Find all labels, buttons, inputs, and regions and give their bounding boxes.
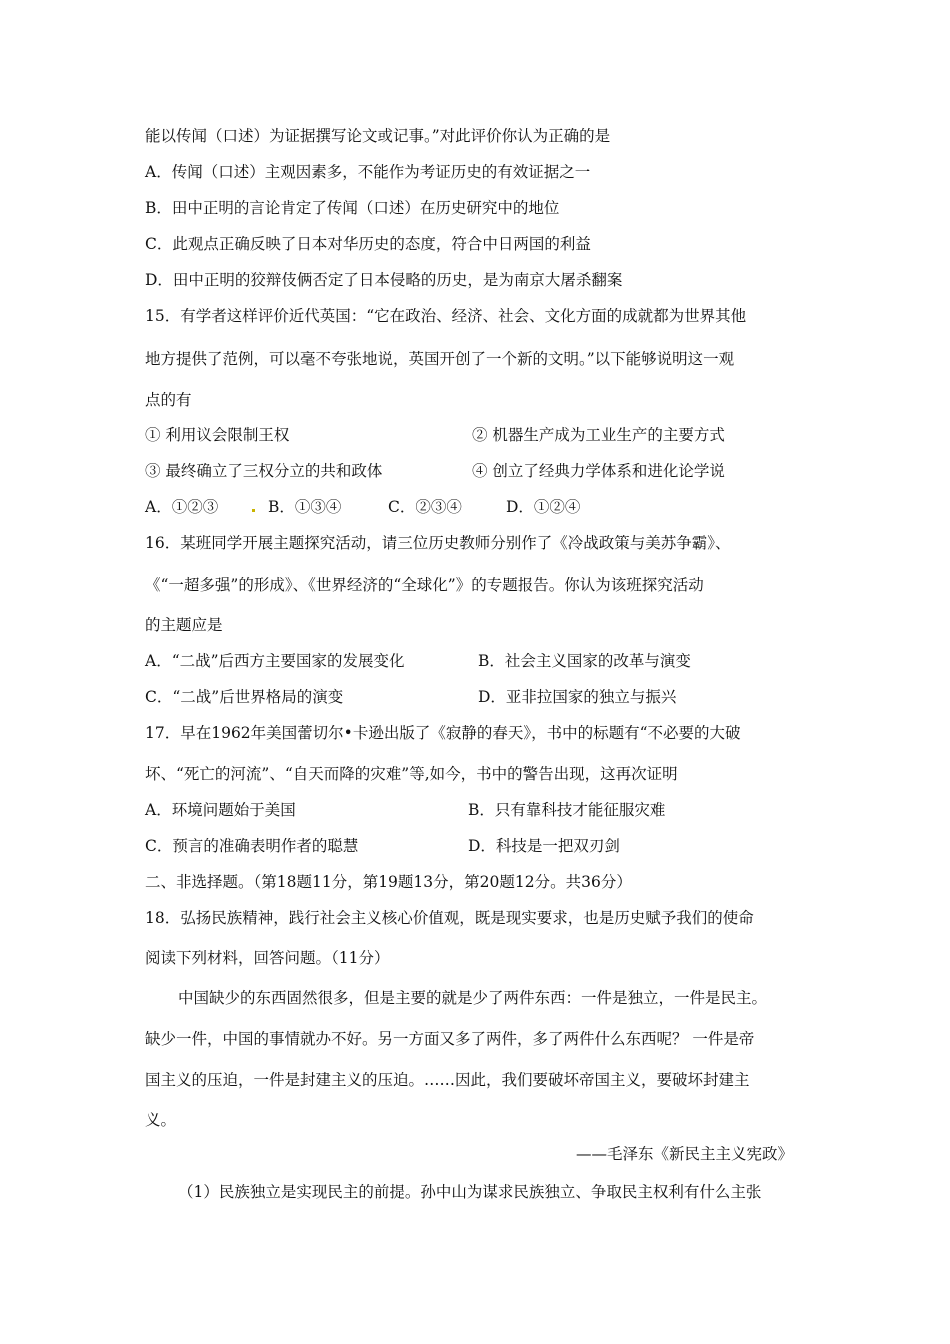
q16-option-d: D．亚非拉国家的独立与振兴 xyxy=(478,688,677,706)
q18-material-line-4: 义。 xyxy=(145,1111,177,1129)
q15-item-3: ③ 最终确立了三权分立的共和政体 xyxy=(145,462,383,480)
q15-item-2: ② 机器生产成为工业生产的主要方式 xyxy=(472,426,725,444)
q14-option-b: B．田中正明的言论肯定了传闻（口述）在历史研究中的地位 xyxy=(145,199,560,217)
q16-option-b: B．社会主义国家的改革与演变 xyxy=(478,652,691,670)
stray-mark xyxy=(252,509,255,512)
section-heading: 二、非选择题。（第18题11分，第19题13分，第20题12分。共36分） xyxy=(145,873,632,891)
q16-stem-line-1: 16．某班同学开展主题探究活动，请三位历史教师分别作了《冷战政策与美苏争霸》、 xyxy=(145,534,731,552)
q16-option-c: C．“二战”后世界格局的演变 xyxy=(145,688,344,706)
q15-choice-b: B．①③④ xyxy=(268,498,342,516)
q18-stem-line-1: 18．弘扬民族精神，践行社会主义核心价值观，既是现实要求，也是历史赋予我们的使命 xyxy=(145,909,754,927)
q15-item-4: ④ 创立了经典力学体系和进化论学说 xyxy=(472,462,725,480)
q17-stem-line-2: 坏、“死亡的河流”、“自天而降的灾难”等,如今，书中的警告出现，这再次证明 xyxy=(145,765,678,783)
q17-option-b: B．只有靠科技才能征服灾难 xyxy=(468,801,666,819)
q14-option-a: A．传闻（口述）主观因素多，不能作为考证历史的有效证据之一 xyxy=(145,163,591,181)
q18-material-line-1: 中国缺少的东西固然很多，但是主要的就是少了两件东西：一件是独立，一件是民主。 xyxy=(178,989,768,1007)
q18-subquestion-1: （1）民族独立是实现民主的前提。孙中山为谋求民族独立、争取民主权利有什么主张 xyxy=(178,1183,762,1201)
q17-option-a: A．环境问题始于美国 xyxy=(145,801,296,819)
q18-material-line-3: 国主义的压迫，一件是封建主义的压迫。……因此，我们要破坏帝国主义，要破坏封建主 xyxy=(145,1071,750,1089)
q15-stem-line-1: 15．有学者这样评价近代英国：“它在政治、经济、社会、文化方面的成就都为世界其他 xyxy=(145,307,747,325)
q15-choice-a: A．①②③ xyxy=(145,498,219,516)
q15-stem-line-3: 点的有 xyxy=(145,391,192,409)
q16-stem-line-2: 《“一超多强”的形成》、《世界经济的“全球化”》的专题报告。你认为该班探究活动 xyxy=(145,576,704,594)
q15-stem-line-2: 地方提供了范例，可以毫不夸张地说，英国开创了一个新的文明。”以下能够说明这一观 xyxy=(145,350,735,368)
q14-option-c: C．此观点正确反映了日本对华历史的态度，符合中日两国的利益 xyxy=(145,235,591,253)
q17-option-d: D．科技是一把双刃剑 xyxy=(468,837,620,855)
q16-option-a: A．“二战”后西方主要国家的发展变化 xyxy=(145,652,405,670)
q14-option-d: D．田中正明的狡辩伎俩否定了日本侵略的历史，是为南京大屠杀翻案 xyxy=(145,271,623,289)
q15-item-1: ① 利用议会限制王权 xyxy=(145,426,290,444)
q17-stem-line-1: 17．早在1962年美国蕾切尔•卡逊出版了《寂静的春天》，书中的标题有“不必要的大破 xyxy=(145,724,741,742)
q17-option-c: C．预言的准确表明作者的聪慧 xyxy=(145,837,359,855)
q18-stem-line-2: 阅读下列材料，回答问题。（11分） xyxy=(145,949,390,967)
q18-source: ——毛泽东《新民主主义宪政》 xyxy=(576,1145,794,1163)
q18-material-line-2: 缺少一件，中国的事情就办不好。另一方面又多了两件，多了两件什么东西呢？ 一件是帝 xyxy=(145,1030,755,1048)
q16-stem-line-3: 的主题应是 xyxy=(145,616,223,634)
q15-choice-d: D．①②④ xyxy=(506,498,581,516)
q15-choice-c: C．②③④ xyxy=(388,498,462,516)
q14-stem-line: 能以传闻（口述）为证据撰写论文或记事。”对此评价你认为正确的是 xyxy=(145,127,611,145)
